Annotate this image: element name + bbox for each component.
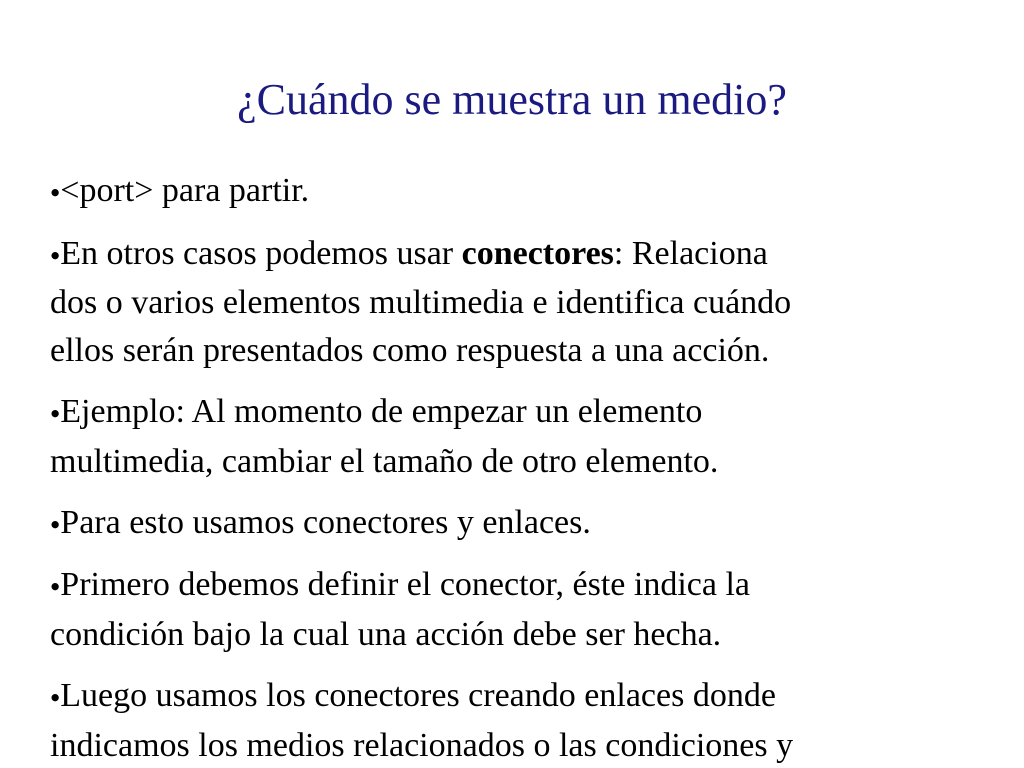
bullet-item	[50, 230, 970, 376]
bullet-point-icon: ●	[50, 403, 61, 423]
bullet-item	[50, 672, 970, 768]
bullet-text-segment: En otros casos podemos usar	[60, 234, 462, 272]
bullet-point-icon: ●	[50, 514, 61, 534]
bullet-text-line: condición bajo la cual una acción debe ser hecha.	[50, 616, 722, 654]
bullet-text-line: Ejemplo: Al momento de empezar un elemento	[60, 393, 703, 431]
bullet-list	[50, 167, 970, 768]
bullet-text-line: indicamos los medios relacionados o las condiciones y	[50, 726, 794, 764]
slide-title: ¿Cuándo se muestra un medio?	[237, 75, 787, 124]
bullet-item	[50, 499, 970, 549]
bullet-text-line: Primero debemos definir el conector, éste indica la	[60, 566, 750, 604]
bullet-item	[50, 167, 970, 217]
bullet-text-line: <port> para partir.	[60, 172, 310, 209]
bullet-text-line: Luego usamos los conectores creando enlaces donde	[60, 677, 776, 715]
bullet-point-icon: ●	[50, 182, 61, 202]
bullet-text-line: Para esto usamos conectores y enlaces.	[60, 503, 591, 541]
bullet-point-icon: ●	[50, 687, 61, 707]
bold-term: conectores	[461, 234, 614, 272]
bullet-text-segment: : Relaciona	[613, 234, 768, 272]
bullet-text-line: ellos serán presentados como respuesta a una acción.	[50, 332, 770, 370]
bullet-item	[50, 561, 970, 659]
bullet-text-line: dos o varios elementos multimedia e identifica cuándo	[50, 284, 792, 322]
bullet-text-line: multimedia, cambiar el tamaño de otro elemento.	[50, 442, 719, 480]
bullet-point-icon: ●	[50, 245, 61, 265]
bullet-item	[50, 388, 970, 486]
bullet-point-icon: ●	[50, 577, 61, 597]
